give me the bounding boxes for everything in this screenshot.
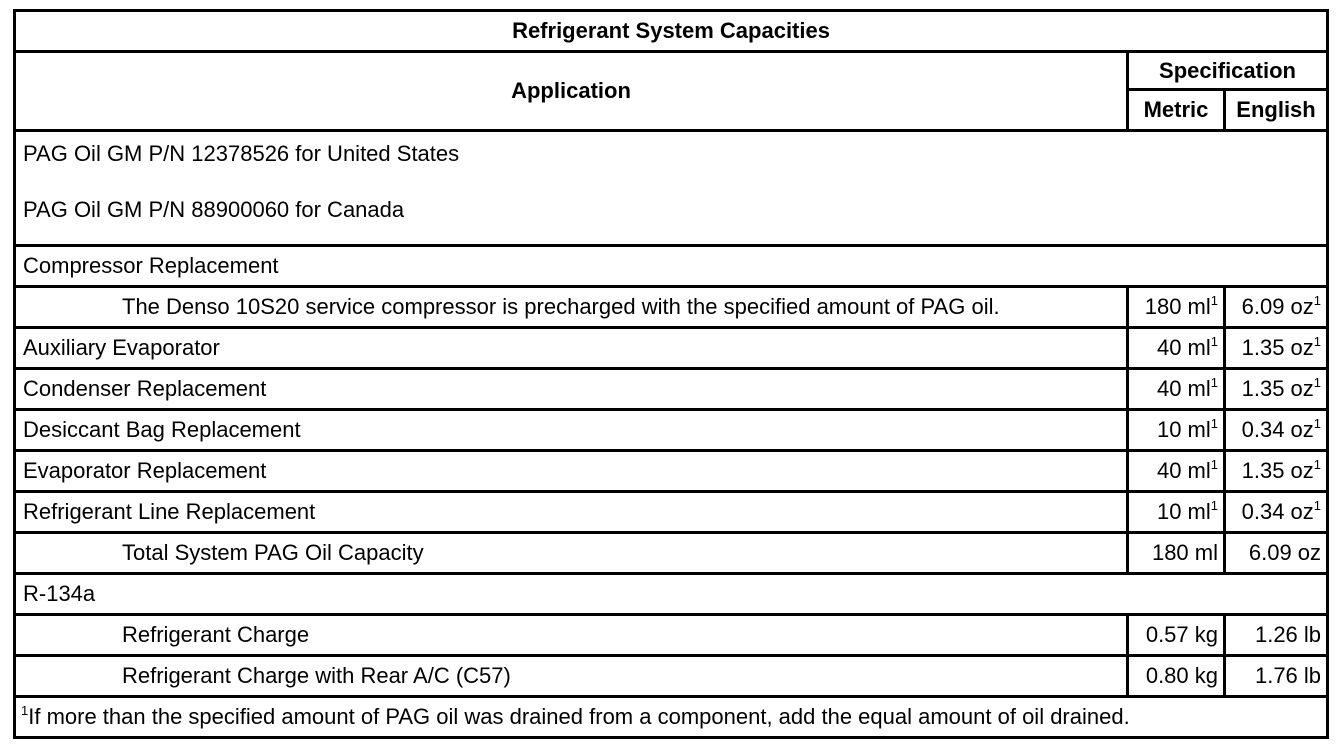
english-value: 1.26 lb bbox=[1225, 615, 1328, 656]
pag-oil-canada: PAG Oil GM P/N 88900060 for Canada bbox=[23, 197, 405, 222]
metric-value: 40 $ml^1$ bbox=[1128, 451, 1225, 492]
metric-value: 40 $ml^1$ bbox=[1128, 369, 1225, 410]
english-value: 1.35 $oz^1$ bbox=[1225, 369, 1328, 410]
row-label: Condenser Replacement bbox=[15, 369, 1128, 410]
table-row bbox=[15, 492, 1328, 533]
row-label: Refrigerant Charge with Rear A/C (C57) bbox=[15, 656, 1128, 697]
table-row bbox=[15, 533, 1328, 574]
application-header: Application bbox=[15, 52, 1128, 131]
refrigerant-section: R-134a bbox=[15, 574, 1328, 615]
english-value: 0.34 $oz^1$ bbox=[1225, 492, 1328, 533]
table-row bbox=[15, 656, 1328, 697]
refrigerant-capacities-table bbox=[13, 9, 1329, 739]
pag-oil-us: PAG Oil GM P/N 12378526 for United States bbox=[23, 141, 460, 166]
footnote-text: If more than the specified amount of PAG oil was drained from a component, add the equal amount of oil drained. bbox=[28, 704, 1130, 729]
english-value: 1.35 $oz^1$ bbox=[1225, 328, 1328, 369]
metric-value: 0.80 kg bbox=[1128, 656, 1225, 697]
english-value: 1.35 $oz^1$ bbox=[1225, 451, 1328, 492]
row-label: Refrigerant Line Replacement bbox=[15, 492, 1128, 533]
english-value: 6.09 oz bbox=[1225, 533, 1328, 574]
row-label: Evaporator Replacement bbox=[15, 451, 1128, 492]
row-label: Desiccant Bag Replacement bbox=[15, 410, 1128, 451]
english-value: 1.76 lb bbox=[1225, 656, 1328, 697]
metric-value: 10 $ml^1$ bbox=[1128, 492, 1225, 533]
pag-oil-cell bbox=[15, 131, 1328, 246]
table-row bbox=[15, 287, 1328, 328]
table-title: Refrigerant System Capacities bbox=[15, 11, 1328, 52]
row-label: Refrigerant Charge bbox=[15, 615, 1128, 656]
metric-header: Metric bbox=[1128, 90, 1225, 131]
row-label: Auxiliary Evaporator bbox=[15, 328, 1128, 369]
metric-value: 10 $ml^1$ bbox=[1128, 410, 1225, 451]
compressor-section: Compressor Replacement bbox=[15, 246, 1328, 287]
row-label: Total System PAG Oil Capacity bbox=[15, 533, 1128, 574]
english-header: English bbox=[1225, 90, 1328, 131]
row-label: The Denso 10S20 service compressor is precharged with the specified amount of PAG oil. bbox=[15, 287, 1128, 328]
metric-value: 180 ml bbox=[1128, 533, 1225, 574]
table-row bbox=[15, 410, 1328, 451]
footnote bbox=[15, 697, 1328, 738]
table-row bbox=[15, 328, 1328, 369]
metric-value: 0.57 kg bbox=[1128, 615, 1225, 656]
table-row bbox=[15, 369, 1328, 410]
footnote-marker: 1 bbox=[21, 703, 29, 718]
english-value: 6.09 $oz^1$ bbox=[1225, 287, 1328, 328]
english-value: 0.34 $oz^1$ bbox=[1225, 410, 1328, 451]
specification-header: Specification bbox=[1128, 52, 1328, 90]
metric-value: 180 $ml^1$ bbox=[1128, 287, 1225, 328]
table-row bbox=[15, 615, 1328, 656]
metric-value: 40 $ml^1$ bbox=[1128, 328, 1225, 369]
table-row bbox=[15, 451, 1328, 492]
